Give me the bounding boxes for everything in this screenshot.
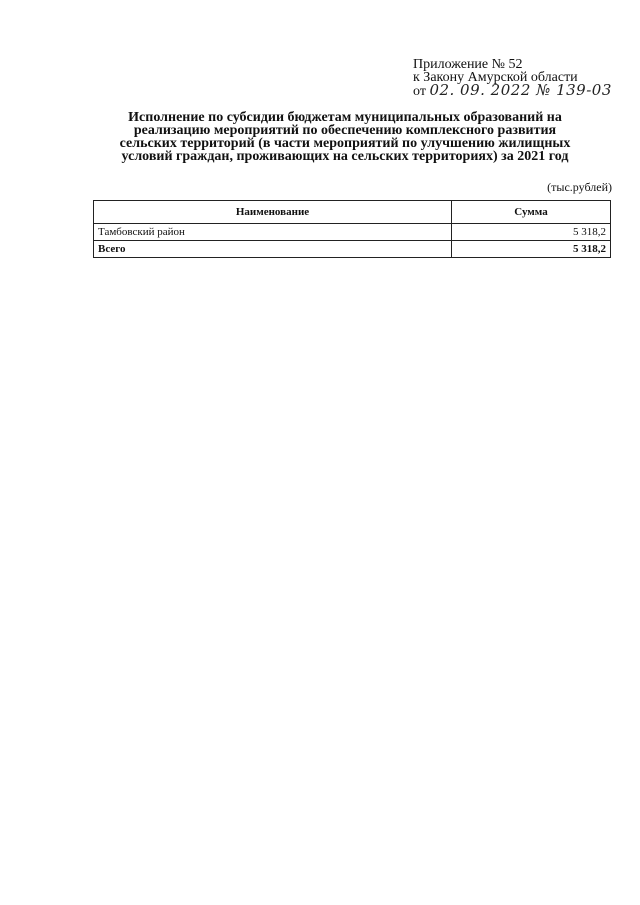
appendix-law: к Закону Амурской области [413, 70, 578, 85]
total-sum: 5 318,2 [452, 241, 611, 258]
subsidy-table [93, 200, 611, 258]
document-title [90, 111, 600, 163]
title-line-2: реализацию мероприятий по обеспечению комплексного развития [133, 123, 557, 138]
table-row [94, 224, 611, 241]
title-line-4: условий граждан, проживающих на сельских территориях) за 2021 год [121, 149, 569, 164]
header-name: Наименование [94, 201, 452, 224]
appendix-date-line [413, 81, 628, 99]
appendix-number: Приложение № 52 [413, 57, 523, 72]
table-header-row [94, 201, 611, 224]
table-total-row [94, 241, 611, 258]
appendix-date-prefix: от [413, 84, 426, 99]
appendix-block [413, 58, 628, 98]
handwritten-date-number: 02. 09. 2022 № 139-03 [429, 81, 612, 99]
header-sum: Сумма [452, 201, 611, 224]
row-name: Тамбовский район [94, 224, 452, 241]
title-line-1: Исполнение по субсидии бюджетам муниципальных образований на [128, 110, 562, 125]
total-name: Всего [94, 241, 452, 258]
title-line-3: сельских территорий (в части мероприятий по улучшению жилищных [119, 136, 571, 151]
row-sum: 5 318,2 [452, 224, 611, 241]
units-label: (тыс.рублей) [547, 180, 612, 194]
